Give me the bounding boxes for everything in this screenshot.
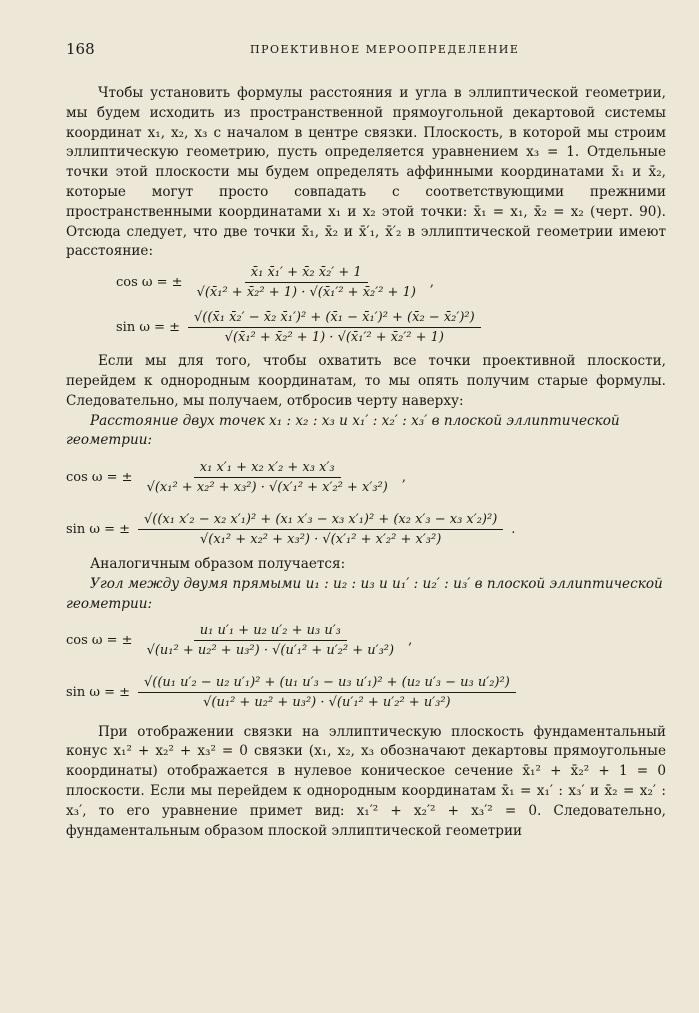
fraction bbox=[138, 512, 503, 547]
denominator: √(x₁² + x₂² + x₃²) · √(x′₁² + x′₂² + x′₃²) bbox=[146, 479, 388, 495]
equation-sin-lines bbox=[66, 667, 666, 719]
numerator: √((x₁ x′₂ − x₂ x′₁)² + (x₁ x′₃ − x₃ x′₁)² + (x₂ x′₃ − x₃ x′₂)²) bbox=[138, 512, 503, 530]
equation-punct: , bbox=[408, 633, 413, 649]
numerator: √((u₁ u′₂ − u₂ u′₁)² + (u₁ u′₃ − u₃ u′₁)² + (u₂ u′₃ − u₃ u′₂)²) bbox=[138, 675, 516, 693]
denominator: √(u₁² + u₂² + u₃²) · √(u′₁² + u′₂² + u′₃²) bbox=[146, 643, 395, 659]
denominator: √(x̄₁² + x̄₂² + 1) · √(x̄₁′² + x̄₂′² + 1) bbox=[224, 329, 444, 345]
equation-lhs: sin ω = ± bbox=[116, 319, 180, 335]
equation-punct: , bbox=[401, 469, 406, 485]
paragraph-fundamental-cone: При отображении связки на эллиптическую плоскость фундаментальный конус x₁² + x₂² + x₃² = 0 связки (x₁, x₂, x₃ обозначают декартовы прямоугольные координаты) отображается в нулевое коническое сечение x̄₁² + x̄₂² + 1 = 0 плоскости. Если мы перейдем к однородным координатам x̄₁ = x₁′ : x₃′ и x̄₂ = x₂′ : x₃′, то его уравнение примет вид: x₁′² + x₂′² + x₃′² = 0. Следовательно, фундаментальным образом плоской эллиптической геометрии bbox=[66, 723, 666, 839]
page-number: 168 bbox=[66, 40, 95, 58]
running-title: ПРОЕКТИВНОЕ МЕРООПРЕДЕЛЕНИЕ bbox=[250, 43, 520, 56]
equation-sin-points bbox=[66, 503, 666, 555]
fraction bbox=[188, 310, 481, 345]
numerator: x̄₁ x̄₁′ + x̄₂ x̄₂′ + 1 bbox=[245, 265, 368, 283]
theorem-angle: Угол между двумя прямыми u₁ : u₂ : u₃ и u₁′ : u₂′ : u₃′ в плоской эллиптической геометрии: bbox=[66, 575, 663, 612]
equation-lhs: sin ω = ± bbox=[66, 521, 130, 537]
theorem-distance: Расстояние двух точек x₁ : x₂ : x₃ и x₁′ : x₂′ : x₃′ в плоской эллиптической геометрии: bbox=[66, 412, 620, 449]
fraction bbox=[141, 460, 394, 495]
equation-sin-affine bbox=[66, 302, 666, 352]
fraction bbox=[141, 623, 401, 658]
equation-lhs: sin ω = ± bbox=[66, 685, 130, 701]
page-body bbox=[66, 84, 666, 841]
numerator: √((x̄₁ x̄₂′ − x̄₂ x̄₁′)² + (x̄₁ − x̄₁′)² + (x̄₂ − x̄₂′)²) bbox=[188, 310, 481, 328]
denominator: √(u₁² + u₂² + u₃²) · √(u′₁² + u′₂² + u′₃²) bbox=[203, 695, 451, 711]
equation-punct: , bbox=[429, 274, 435, 290]
equation-punct: . bbox=[511, 521, 516, 537]
equation-cos-affine bbox=[66, 262, 666, 302]
paragraph-intro: Чтобы установить формулы расстояния и угла в эллиптической геометрии, мы будем исходить из пространственной прямоугольной декартовой системы координат x₁, x₂, x₃ с началом в центре связки. Плоскость, в которой мы строим эллиптическую геометрию, пусть определяется уравнением x₃ = 1. Отдельные точки этой плоскости мы будем определять аффинными координатами x̄₁ и x̄₂, которые могут просто совпадать с соответствующими прежними пространственными координатами x₁ и x₂ этой точки: x̄₁ = x₁, x̄₂ = x₂ (черт. 90). Отсюда следует, что две точки x̄₁, x̄₂ и x̄′₁, x̄′₂ в эллиптической геометрии имеют расстояние: bbox=[66, 85, 666, 260]
fraction bbox=[191, 265, 422, 300]
denominator: √(x̄₁² + x̄₂² + 1) · √(x̄₁′² + x̄₂′² + 1) bbox=[196, 284, 416, 300]
paragraph-homogeneous: Если мы для того, чтобы охватить все точки проективной плоскости, перейдем к однородным координатам, то мы опять получим старые формулы. Следовательно, мы получаем, отбросив черту наверху: bbox=[66, 353, 666, 409]
equation-cos-points bbox=[66, 451, 666, 503]
paragraph-analogous: Аналогичным образом получается: bbox=[90, 556, 346, 573]
equation-lhs: cos ω = ± bbox=[66, 633, 133, 649]
numerator: x₁ x′₁ + x₂ x′₂ + x₃ x′₃ bbox=[194, 460, 341, 478]
fraction bbox=[138, 675, 516, 710]
equation-lhs: cos ω = ± bbox=[116, 274, 183, 290]
numerator: u₁ u′₁ + u₂ u′₂ + u₃ u′₃ bbox=[194, 623, 347, 641]
equation-lhs: cos ω = ± bbox=[66, 469, 133, 485]
page-header bbox=[0, 40, 699, 64]
equation-cos-lines bbox=[66, 615, 666, 667]
denominator: √(x₁² + x₂² + x₃²) · √(x′₁² + x′₂² + x′₃²) bbox=[200, 531, 442, 547]
